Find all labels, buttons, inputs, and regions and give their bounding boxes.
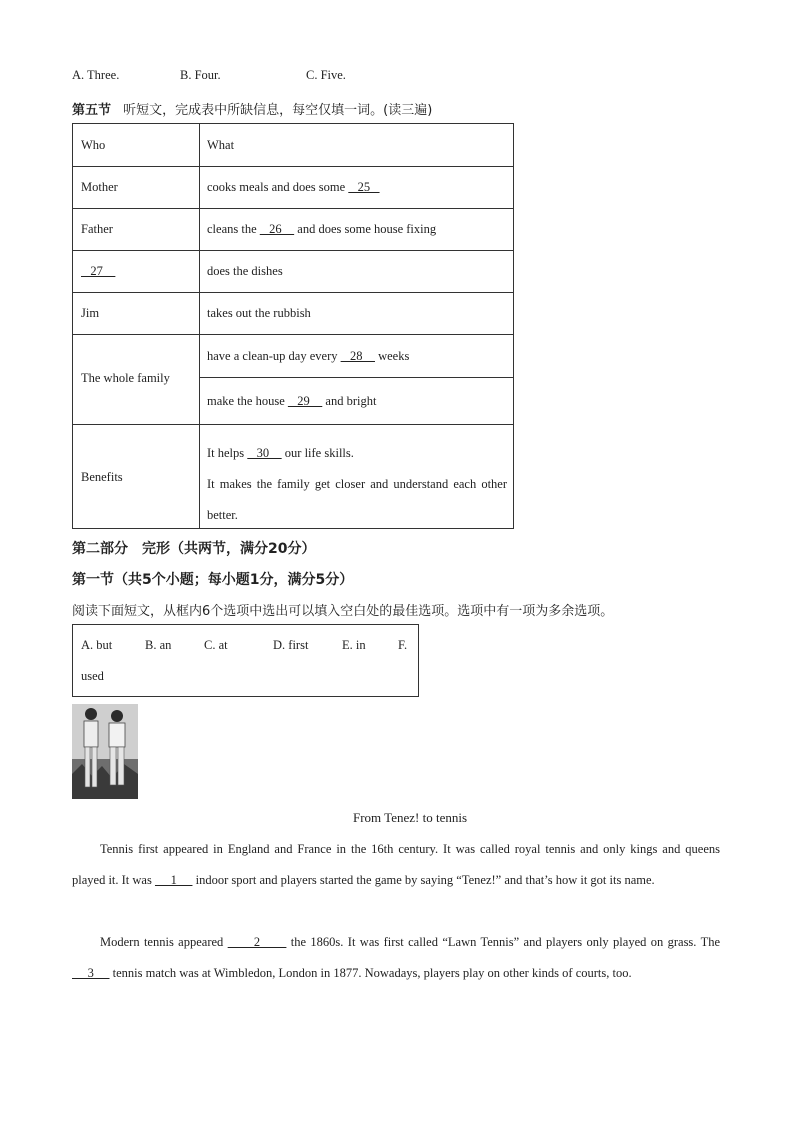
- part2-instruction: 阅读下面短文，从框内6个选项中选出可以填入空白处的最佳选项。选项中有一项为多余选项。: [72, 604, 614, 619]
- blank-30: 30: [247, 446, 282, 460]
- listening-table: [72, 123, 514, 529]
- what-jim: takes out the rubbish: [207, 306, 311, 320]
- word-option-f-text: used: [81, 669, 104, 683]
- part2-title: 第二部分 完形（共两节，满分20分）: [72, 541, 316, 557]
- header-what: What: [207, 138, 235, 152]
- blank-26: 26: [259, 222, 295, 236]
- benefit-line-2: It makes the family get closer and understand each other better.: [207, 477, 507, 522]
- who-benefits: Benefits: [81, 470, 123, 484]
- what-mother: cooks meals and does some 25: [207, 180, 380, 194]
- blank-28: 28: [340, 349, 375, 363]
- what-benefits: It helps 30 our life skills. It makes the family get closer and understand each other better.: [207, 438, 507, 531]
- what-father: cleans the 26 and does some house fixing: [207, 222, 437, 236]
- header-who: Who: [81, 138, 106, 152]
- option-a: A. Three.: [72, 68, 120, 82]
- who-blank-27: [81, 263, 115, 279]
- option-b: B. Four.: [180, 68, 221, 82]
- word-options-box: [72, 624, 419, 697]
- tennis-players-photo: [72, 704, 138, 799]
- blank-1: 1: [154, 873, 193, 887]
- part2-section1-title: 第一节（共5个小题；每小题1分，满分5分）: [72, 572, 354, 588]
- passage-paragraph-1: Tennis first appeared in England and France in the 16th century. It was called royal tennis and only kings and queens played it. It was 1 indoor sport and players started the game by saying “Tenez!” and that’s how it got its name.: [72, 842, 720, 887]
- section5-heading: [72, 99, 432, 118]
- blank-25: 25: [348, 180, 380, 194]
- section5-instruction: 听短文，完成表中所缺信息，每空仅填一词。(读三遍): [123, 103, 433, 118]
- passage-paragraph-2: Modern tennis appeared 2 the 1860s. It was first called “Lawn Tennis” and players only played on grass. The 3 tennis match was at Wimbledon, London in 1877. Nowadays, players play on other kinds of courts, too.: [72, 935, 721, 980]
- word-option-a: A. but: [81, 638, 113, 652]
- word-option-d: D. first: [273, 638, 309, 652]
- section5-label: 第五节: [72, 103, 112, 118]
- word-option-f: F.: [398, 638, 408, 652]
- who-jim: Jim: [81, 306, 100, 320]
- blank-3: 3: [72, 966, 110, 980]
- blank-29: 29: [287, 394, 323, 408]
- who-whole-family: The whole family: [81, 371, 170, 385]
- word-option-b: B. an: [145, 638, 172, 652]
- blank-27: 27: [81, 264, 116, 278]
- what-family-2: make the house 29 and bright: [207, 394, 377, 408]
- who-father: Father: [81, 222, 113, 236]
- blank-2: 2: [227, 935, 287, 949]
- word-option-e: E. in: [342, 638, 366, 652]
- what-family-1: have a clean-up day every 28 weeks: [207, 349, 410, 363]
- who-mother: Mother: [81, 180, 118, 194]
- word-option-c: C. at: [204, 638, 228, 652]
- passage-title: From Tenez! to tennis: [352, 810, 468, 825]
- option-c: C. Five.: [306, 68, 346, 82]
- what-dishes: does the dishes: [207, 264, 283, 278]
